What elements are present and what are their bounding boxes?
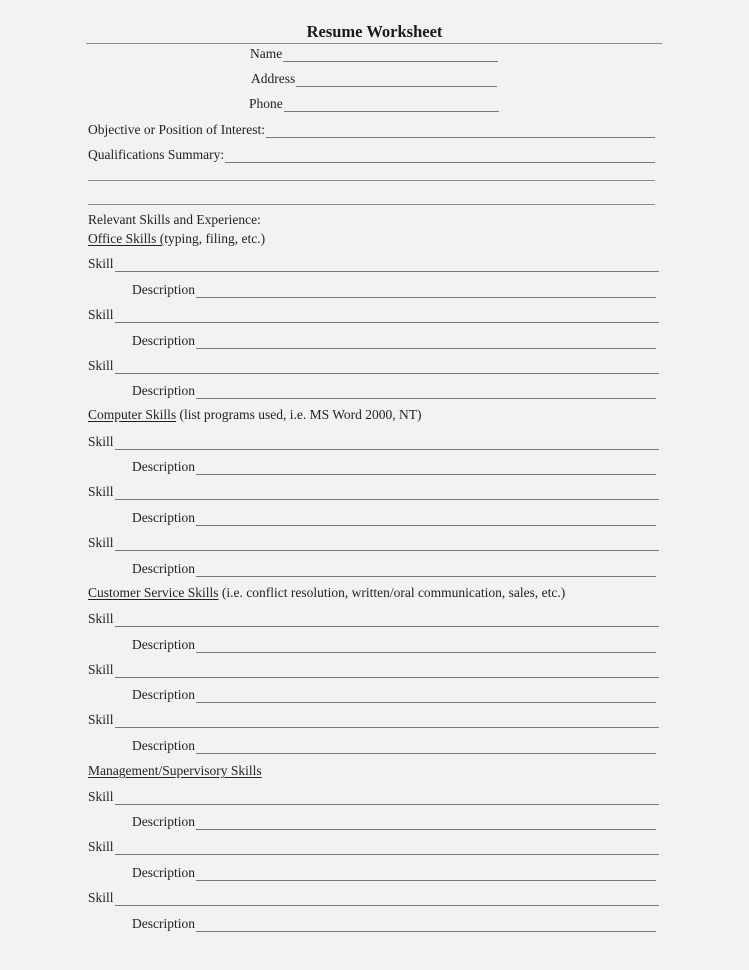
description-field[interactable] bbox=[132, 508, 656, 526]
description-label: Description bbox=[132, 383, 195, 398]
name-label: Name bbox=[250, 46, 283, 61]
qualifications-field[interactable] bbox=[88, 145, 655, 163]
skill-label: Skill bbox=[88, 611, 114, 626]
skill-label: Skill bbox=[88, 789, 114, 804]
relevant-skills-heading: Relevant Skills and Experience: bbox=[88, 212, 261, 227]
skill-input-line[interactable] bbox=[115, 485, 659, 500]
phone-label: Phone bbox=[249, 96, 283, 111]
section-heading-management-skills bbox=[88, 762, 262, 780]
skill-label: Skill bbox=[88, 535, 114, 550]
skill-label: Skill bbox=[88, 358, 114, 373]
qualifications-input-line[interactable] bbox=[225, 148, 655, 163]
section-heading-office-skills bbox=[88, 230, 265, 248]
skill-label: Skill bbox=[88, 662, 114, 677]
skill-input-line[interactable] bbox=[115, 840, 659, 855]
skill-field[interactable] bbox=[88, 432, 659, 450]
description-field[interactable] bbox=[132, 812, 656, 830]
skill-field[interactable] bbox=[88, 888, 659, 906]
description-field[interactable] bbox=[132, 685, 656, 703]
objective-input-line[interactable] bbox=[266, 123, 655, 138]
skill-input-line[interactable] bbox=[115, 257, 659, 272]
phone-input-line[interactable] bbox=[284, 97, 499, 112]
description-field[interactable] bbox=[132, 914, 656, 932]
skill-field[interactable] bbox=[88, 837, 659, 855]
address-input-line[interactable] bbox=[296, 72, 497, 87]
skill-input-line[interactable] bbox=[115, 435, 659, 450]
skill-input-line[interactable] bbox=[115, 612, 659, 627]
description-input-line[interactable] bbox=[196, 866, 656, 881]
skill-field[interactable] bbox=[88, 533, 659, 551]
description-field[interactable] bbox=[132, 559, 656, 577]
skill-field[interactable] bbox=[88, 356, 659, 374]
name-field[interactable] bbox=[250, 44, 498, 62]
skill-input-line[interactable] bbox=[115, 891, 659, 906]
description-field[interactable] bbox=[132, 457, 656, 475]
skill-label: Skill bbox=[88, 712, 114, 727]
skill-field[interactable] bbox=[88, 609, 659, 627]
skill-label: Skill bbox=[88, 434, 114, 449]
section-title: Computer Skills bbox=[88, 407, 177, 422]
description-input-line[interactable] bbox=[196, 511, 656, 526]
section-hint: typing, filing, etc.) bbox=[164, 231, 266, 246]
skill-field[interactable] bbox=[88, 254, 659, 272]
description-field[interactable] bbox=[132, 736, 656, 754]
address-label: Address bbox=[251, 71, 296, 86]
description-input-line[interactable] bbox=[196, 283, 656, 298]
skill-label: Skill bbox=[88, 890, 114, 905]
description-label: Description bbox=[132, 814, 195, 829]
objective-field[interactable] bbox=[88, 120, 655, 138]
description-label: Description bbox=[132, 561, 195, 576]
description-input-line[interactable] bbox=[196, 562, 656, 577]
skill-field[interactable] bbox=[88, 305, 659, 323]
description-field[interactable] bbox=[132, 863, 656, 881]
description-label: Description bbox=[132, 333, 195, 348]
description-input-line[interactable] bbox=[196, 815, 656, 830]
section-hint: (i.e. conflict resolution, written/oral communication, sales, etc.) bbox=[218, 585, 566, 600]
qualifications-label: Qualifications Summary: bbox=[88, 147, 225, 162]
skill-input-line[interactable] bbox=[115, 663, 659, 678]
objective-label: Objective or Position of Interest: bbox=[88, 122, 265, 137]
description-input-line[interactable] bbox=[196, 739, 656, 754]
skill-input-line[interactable] bbox=[115, 536, 659, 551]
description-field[interactable] bbox=[132, 635, 656, 653]
skill-label: Skill bbox=[88, 256, 114, 271]
description-label: Description bbox=[132, 916, 195, 931]
section-heading-customer-service-skills bbox=[88, 584, 565, 602]
skill-field[interactable] bbox=[88, 787, 659, 805]
description-label: Description bbox=[132, 282, 195, 297]
skill-label: Skill bbox=[88, 484, 114, 499]
skill-input-line[interactable] bbox=[115, 713, 659, 728]
section-heading-computer-skills bbox=[88, 406, 422, 424]
page-title: Resume Worksheet bbox=[306, 22, 443, 41]
skill-label: Skill bbox=[88, 307, 114, 322]
description-label: Description bbox=[132, 738, 195, 753]
description-field[interactable] bbox=[132, 381, 656, 399]
description-input-line[interactable] bbox=[196, 384, 656, 399]
description-field[interactable] bbox=[132, 331, 656, 349]
description-input-line[interactable] bbox=[196, 688, 656, 703]
skill-input-line[interactable] bbox=[115, 359, 659, 374]
section-title: Management/Supervisory Skills bbox=[88, 763, 262, 778]
skill-field[interactable] bbox=[88, 660, 659, 678]
qualifications-line-2[interactable] bbox=[88, 180, 655, 181]
name-input-line[interactable] bbox=[283, 47, 498, 62]
section-title: Office Skills ( bbox=[88, 231, 165, 246]
description-label: Description bbox=[132, 459, 195, 474]
description-input-line[interactable] bbox=[196, 638, 656, 653]
description-input-line[interactable] bbox=[196, 917, 656, 932]
phone-field[interactable] bbox=[249, 94, 499, 112]
description-field[interactable] bbox=[132, 280, 656, 298]
description-label: Description bbox=[132, 510, 195, 525]
description-input-line[interactable] bbox=[196, 460, 656, 475]
description-input-line[interactable] bbox=[196, 334, 656, 349]
address-field[interactable] bbox=[251, 69, 497, 87]
skill-input-line[interactable] bbox=[115, 308, 659, 323]
section-hint: (list programs used, i.e. MS Word 2000, NT) bbox=[176, 407, 422, 422]
description-label: Description bbox=[132, 637, 195, 652]
description-label: Description bbox=[132, 687, 195, 702]
description-label: Description bbox=[132, 865, 195, 880]
skill-input-line[interactable] bbox=[115, 790, 659, 805]
skill-field[interactable] bbox=[88, 710, 659, 728]
qualifications-line-3[interactable] bbox=[88, 204, 655, 205]
skill-field[interactable] bbox=[88, 482, 659, 500]
skill-label: Skill bbox=[88, 839, 114, 854]
section-title: Customer Service Skills bbox=[88, 585, 219, 600]
